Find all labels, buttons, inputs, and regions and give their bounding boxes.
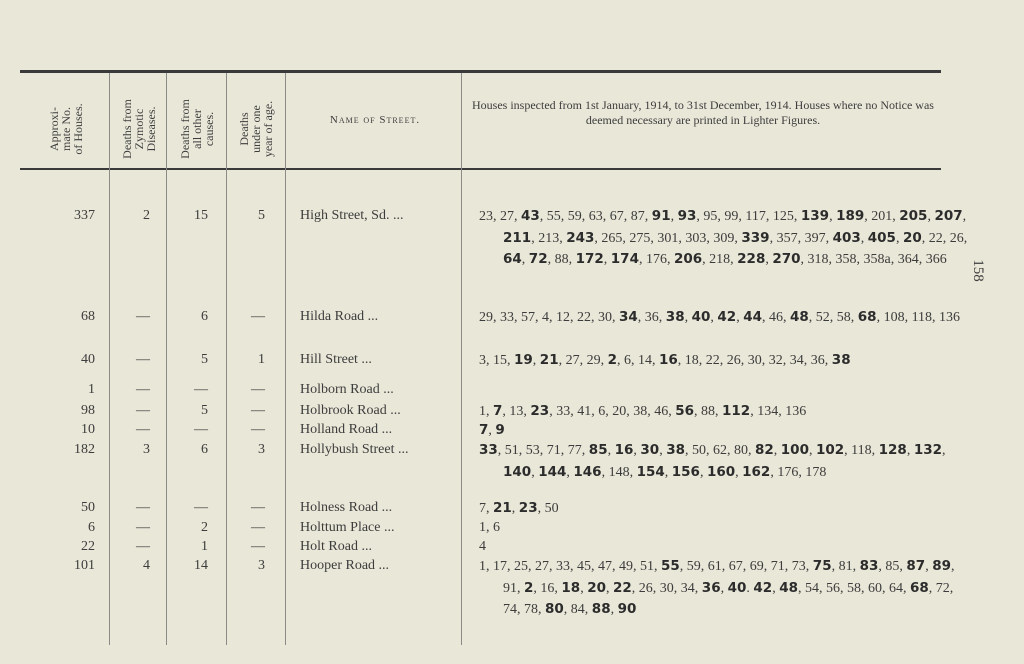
house-number-list: , 265, 275, 301, 303, 309, — [594, 230, 742, 246]
house-number-notice: 23 — [530, 403, 550, 419]
house-number-notice: 20 — [587, 579, 606, 596]
zymotic-deaths-cell: 3 — [143, 442, 150, 457]
house-number-list: , — [511, 501, 519, 516]
house-number-list: , 218, — [702, 252, 738, 267]
house-number-notice: 82 — [754, 442, 774, 458]
house-number-notice: 162 — [742, 463, 771, 480]
house-number-list: , 6, 14, — [617, 353, 659, 368]
house-number-notice: 20 — [902, 229, 922, 246]
house-number-notice: 100 — [780, 442, 809, 458]
other-deaths-cell: — — [194, 382, 208, 397]
street-name-cell: Hooper Road ... — [300, 558, 390, 573]
house-number-list: , — [684, 310, 692, 325]
house-number-list: , — [710, 310, 718, 325]
house-number-notice: 33 — [479, 442, 498, 458]
header-houses-inspected: Houses inspected from 1st January, 1914, to 31st December, 1914. Houses where no Notice was deemed necessary are printed in Lighter Figures. — [472, 98, 934, 127]
houses-count-cell: 22 — [81, 539, 95, 554]
house-number-notice: 18 — [561, 579, 581, 596]
house-number-notice: 16 — [659, 352, 678, 368]
header-under-one: Deaths under one year of age. — [237, 100, 275, 158]
house-number-list: , 81, — [831, 559, 860, 574]
houses-count-cell: 182 — [74, 442, 95, 457]
house-number-notice: 206 — [673, 251, 703, 267]
other-deaths-cell: 5 — [201, 352, 208, 367]
street-name-cell: Holland Road ... — [300, 422, 393, 437]
house-number-notice: 146 — [573, 463, 602, 480]
zymotic-deaths-cell: — — [136, 352, 150, 367]
other-deaths-cell: 6 — [201, 309, 208, 324]
house-number-list: , 13, — [502, 404, 531, 419]
house-number-notice: 270 — [772, 251, 801, 267]
other-deaths-cell: 6 — [201, 442, 208, 457]
house-number-notice: 112 — [722, 403, 751, 419]
houses-count-cell: 98 — [81, 403, 95, 418]
house-number-notice: 93 — [677, 208, 697, 224]
house-number-list: , — [772, 580, 780, 596]
house-number-list: , 36, — [637, 310, 666, 325]
house-number-notice: 2 — [524, 579, 534, 596]
house-number-notice: 40 — [691, 309, 711, 325]
houses-count-cell: 50 — [81, 500, 95, 515]
house-number-list: , 33, 41, 6, 20, 38, 46, — [549, 404, 676, 419]
street-name-cell: Hollybush Street ... — [300, 442, 409, 457]
house-number-list: , 108, 118, 136 — [876, 310, 961, 325]
house-number-notice: 85 — [588, 442, 608, 458]
house-number-notice: 44 — [743, 309, 762, 325]
zymotic-deaths-cell: 4 — [143, 558, 150, 573]
infant-deaths-cell: 3 — [258, 442, 265, 457]
house-number-list: , — [962, 209, 967, 224]
house-number-notice: 22 — [613, 579, 632, 596]
house-number-notice: 83 — [859, 558, 879, 574]
house-number-list: , — [895, 230, 903, 246]
zymotic-deaths-cell: — — [136, 539, 150, 554]
house-number-list: 23, 27, — [479, 209, 521, 224]
infant-deaths-cell: — — [251, 309, 265, 324]
zymotic-deaths-cell: — — [136, 500, 150, 515]
houses-inspected-cell — [479, 440, 973, 483]
house-number-list: , — [566, 464, 574, 480]
house-number-list: , 52, 58, — [808, 310, 858, 325]
house-number-list: , — [488, 423, 496, 438]
house-number-notice: 16 — [614, 442, 634, 458]
header-street: Name of Street. — [329, 114, 421, 126]
house-number-list: , — [659, 443, 667, 458]
house-number-notice: 91 — [651, 208, 671, 224]
house-number-notice: 43 — [521, 208, 540, 224]
other-deaths-cell: — — [194, 422, 208, 437]
house-number-notice: 72 — [528, 251, 548, 267]
header-other-causes: Deaths from all other causes. — [178, 99, 216, 159]
house-number-list: , 88, — [547, 252, 576, 267]
house-number-notice: 89 — [932, 558, 951, 574]
houses-inspected-cell — [479, 518, 973, 539]
house-number-list: 4 — [479, 539, 486, 554]
house-number-list: , 357, 397, — [769, 230, 833, 246]
houses-inspected-cell — [479, 498, 973, 520]
street-name-cell: Holt Road ... — [300, 539, 372, 554]
houses-inspected-cell — [479, 420, 973, 442]
house-number-list: 1, — [479, 404, 493, 419]
infant-deaths-cell: — — [251, 422, 265, 437]
house-number-notice: 68 — [857, 309, 877, 325]
house-number-notice: 9 — [495, 422, 505, 438]
house-number-list: 29, 33, 57, 4, 12, 22, 30, — [479, 310, 619, 325]
house-number-notice: 207 — [934, 208, 963, 224]
house-number-list: , 88, — [694, 404, 722, 419]
infant-deaths-cell: — — [251, 520, 265, 535]
house-number-list: , — [670, 209, 678, 224]
house-number-notice: 211 — [503, 229, 532, 246]
other-deaths-cell: 1 — [201, 539, 208, 554]
house-number-list: , 26, 30, 34, — [631, 580, 702, 596]
house-number-notice: 48 — [779, 579, 798, 596]
houses-count-cell: 101 — [74, 558, 95, 573]
house-number-notice: 23 — [518, 500, 538, 516]
house-number-notice: 80 — [545, 601, 564, 617]
house-number-list: , 59, 61, 67, 69, 71, 73, — [679, 559, 813, 574]
other-deaths-cell: — — [194, 500, 208, 515]
house-number-list: , 318, 358, 358a, 364, 366 — [800, 252, 947, 267]
zymotic-deaths-cell: — — [136, 309, 150, 324]
house-number-list: , 51, 53, 71, 77, — [497, 443, 589, 458]
house-number-notice: 144 — [538, 463, 567, 480]
house-number-list: , — [808, 443, 816, 458]
house-number-list: , 95, 99, 117, 125, — [696, 209, 801, 224]
house-number-list: , — [610, 602, 618, 617]
street-name-cell: Hill Street ... — [300, 352, 372, 367]
houses-inspected-cell — [479, 350, 973, 372]
house-number-notice: 128 — [878, 442, 907, 458]
house-number-list: , 54, 56, 58, 60, 64, — [797, 580, 910, 596]
house-number-list: , — [521, 252, 529, 267]
infant-deaths-cell: 3 — [258, 558, 265, 573]
houses-inspected-cell — [479, 537, 973, 558]
house-number-notice: 40 — [727, 579, 747, 596]
houses-inspected-cell — [479, 556, 973, 621]
house-number-notice: 36 — [701, 579, 721, 596]
house-number-list: , — [765, 252, 773, 267]
house-number-list: , 50 — [537, 501, 559, 516]
infant-deaths-cell: — — [251, 539, 265, 554]
house-number-list: , 50, 62, 80, — [684, 443, 755, 458]
zymotic-deaths-cell: 2 — [143, 208, 150, 223]
house-number-list: , 72, 74, 78, — [503, 580, 954, 617]
house-number-notice: 21 — [493, 500, 512, 516]
house-number-notice: 42 — [753, 579, 773, 596]
house-number-list: , — [860, 230, 868, 246]
house-number-notice: 228 — [737, 251, 766, 267]
houses-count-cell: 337 — [74, 208, 95, 223]
house-number-notice: 68 — [909, 579, 929, 596]
street-name-cell: Holttum Place ... — [300, 520, 395, 535]
house-number-notice: 38 — [831, 352, 851, 368]
house-number-notice: 205 — [899, 208, 928, 224]
house-number-notice: 2 — [607, 352, 617, 368]
street-name-cell: Holness Road ... — [300, 500, 393, 515]
house-number-list: , 213, — [531, 230, 567, 246]
house-number-list: , 85, — [878, 559, 907, 574]
house-number-list: , — [720, 580, 728, 596]
house-number-list: , — [736, 310, 744, 325]
house-number-list: , — [580, 580, 588, 596]
house-number-notice: 405 — [867, 229, 896, 246]
house-number-notice: 88 — [591, 601, 611, 617]
house-number-notice: 403 — [832, 229, 861, 246]
house-number-list: , — [942, 443, 946, 458]
house-number-notice: 7 — [479, 422, 489, 438]
house-number-list: , 118, — [844, 443, 879, 458]
infant-deaths-cell: — — [251, 403, 265, 418]
house-number-list: , — [606, 580, 613, 596]
infant-deaths-cell: — — [251, 500, 265, 515]
houses-inspected-cell — [479, 206, 973, 271]
house-number-notice: 243 — [566, 229, 595, 246]
house-number-notice: 140 — [503, 463, 532, 480]
house-number-notice: 132 — [913, 442, 943, 458]
houses-count-cell: 6 — [88, 520, 95, 535]
house-number-notice: 55 — [661, 558, 680, 574]
column-divider — [285, 73, 286, 645]
house-number-list: , — [664, 464, 672, 480]
other-deaths-cell: 5 — [201, 403, 208, 418]
zymotic-deaths-cell: — — [136, 403, 150, 418]
zymotic-deaths-cell: — — [136, 520, 150, 535]
house-number-list: , 27, 29, — [558, 353, 608, 368]
house-number-list: , — [607, 443, 615, 458]
other-deaths-cell: 14 — [194, 558, 208, 573]
street-name-cell: Holborn Road ... — [300, 382, 394, 397]
house-number-notice: 339 — [741, 229, 770, 246]
header-bottom-rule — [20, 168, 941, 170]
house-number-list: , 22, 26, — [921, 230, 968, 246]
house-number-notice: 156 — [671, 463, 700, 480]
house-number-notice: 174 — [610, 251, 639, 267]
house-number-list: . — [746, 580, 754, 596]
other-deaths-cell: 15 — [194, 208, 208, 223]
house-number-list: , 201, — [864, 209, 900, 224]
house-number-list: , — [906, 443, 914, 458]
zymotic-deaths-cell: — — [136, 422, 150, 437]
house-number-list: , — [735, 464, 743, 480]
house-number-notice: 160 — [706, 463, 736, 480]
house-number-list: , — [532, 353, 540, 368]
house-number-list: , — [531, 464, 539, 480]
house-number-list: , 148, — [601, 464, 637, 480]
house-number-list: , — [699, 464, 707, 480]
infant-deaths-cell: 1 — [258, 352, 265, 367]
house-number-notice: 64 — [503, 251, 522, 267]
house-number-list: , — [633, 443, 641, 458]
house-number-notice: 154 — [636, 463, 665, 480]
top-rule — [20, 70, 941, 73]
house-number-notice: 90 — [617, 601, 637, 617]
house-number-list: , — [925, 559, 933, 574]
house-number-notice: 189 — [836, 208, 865, 224]
house-number-notice: 87 — [906, 558, 926, 574]
houses-count-cell: 1 — [88, 382, 95, 397]
header-zymotic: Deaths from Zymotic Diseases. — [120, 99, 158, 159]
house-number-list: , — [603, 252, 611, 267]
house-number-notice: 139 — [800, 208, 830, 224]
house-number-notice: 56 — [675, 403, 694, 419]
house-number-list: , — [773, 443, 781, 458]
house-number-list: , 84, — [563, 602, 592, 617]
houses-count-cell: 10 — [81, 422, 95, 437]
house-number-notice: 38 — [666, 442, 685, 458]
house-number-notice: 7 — [493, 403, 503, 419]
street-name-cell: Hilda Road ... — [300, 309, 379, 324]
house-number-notice: 75 — [812, 558, 832, 574]
street-name-cell: Holbrook Road ... — [300, 403, 401, 418]
house-number-list: , 134, 136 — [750, 404, 807, 419]
house-number-list: 3, 15, — [479, 353, 514, 368]
house-number-list: , 18, 22, 26, 30, 32, 34, 36, — [677, 353, 832, 368]
infant-deaths-cell: 5 — [258, 208, 265, 223]
houses-inspected-cell — [479, 307, 973, 329]
house-number-list: 1, 6 — [479, 520, 500, 535]
header-houses-count: Approxi- mate No. of Houses. — [47, 103, 85, 155]
house-number-list: , 46, — [761, 310, 790, 325]
house-number-list: 7, — [479, 501, 493, 516]
house-number-notice: 30 — [640, 442, 660, 458]
house-number-list: , — [829, 209, 837, 224]
page-number: 158 — [969, 259, 986, 282]
house-number-list: , 91, — [503, 559, 955, 596]
house-number-list: , 55, 59, 63, 67, 87, — [539, 209, 652, 224]
house-number-notice: 38 — [665, 309, 685, 325]
houses-count-cell: 68 — [81, 309, 95, 324]
house-number-notice: 34 — [619, 309, 638, 325]
house-number-list: , 176, — [638, 252, 674, 267]
zymotic-deaths-cell: — — [136, 382, 150, 397]
other-deaths-cell: 2 — [201, 520, 208, 535]
house-number-notice: 102 — [815, 442, 845, 458]
street-name-cell: High Street, Sd. ... — [300, 208, 404, 223]
house-number-list: , 176, 178 — [770, 464, 827, 480]
house-number-notice: 42 — [717, 309, 737, 325]
infant-deaths-cell: — — [251, 382, 265, 397]
houses-count-cell: 40 — [81, 352, 95, 367]
house-number-notice: 19 — [514, 352, 533, 368]
house-number-list: 1, 17, 25, 27, 33, 45, 47, 49, 51, — [479, 559, 661, 574]
house-number-list: , 16, — [533, 580, 562, 596]
house-number-notice: 48 — [789, 309, 809, 325]
house-number-notice: 172 — [575, 251, 604, 267]
house-number-notice: 21 — [539, 352, 559, 368]
house-number-list: , — [927, 209, 935, 224]
